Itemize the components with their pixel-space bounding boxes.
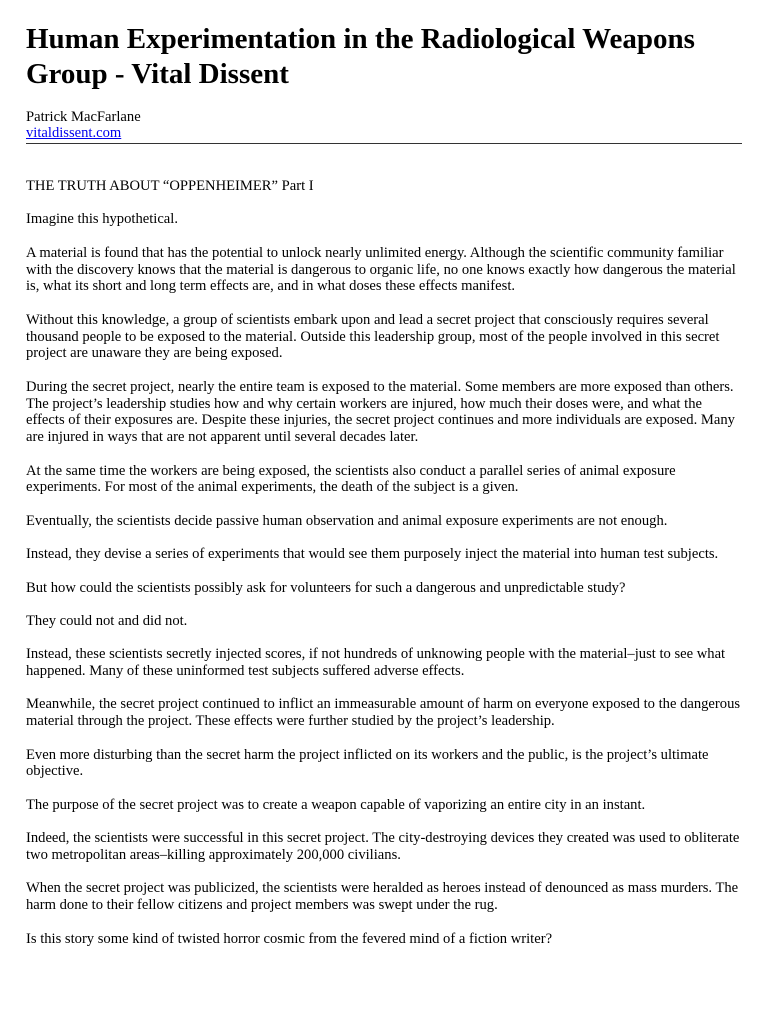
body-paragraph: Eventually, the scientists decide passive human observation and animal exposure experiments are not enough. xyxy=(26,512,668,529)
body-paragraph: But how could the scientists possibly ask for volunteers for such a dangerous and unpredictable study? xyxy=(26,579,626,596)
body-paragraph: Indeed, the scientists were successful in this secret project. The city-destroying devices they created was used to obliterate two metropolitan areas–killing approximately 200,000 civilians. xyxy=(26,830,740,864)
author-name: Patrick MacFarlane xyxy=(26,109,141,125)
body-paragraph: At the same time the workers are being exposed, the scientists also conduct a parallel series of animal exposure experiments. For most of the animal experiments, the death of the subject is a given. xyxy=(26,462,676,496)
body-paragraph: They could not and did not. xyxy=(26,612,188,629)
article-title: Human Experimentation in the Radiological Weapons Group - Vital Dissent xyxy=(26,23,695,90)
source-link[interactable]: vitaldissent.com xyxy=(26,125,122,141)
body-paragraph: The purpose of the secret project was to create a weapon capable of vaporizing an entire city in an instant. xyxy=(26,796,646,813)
source-line xyxy=(26,125,742,141)
header-divider xyxy=(26,143,742,144)
body-paragraph: Imagine this hypothetical. xyxy=(26,211,178,228)
body-paragraph: When the secret project was publicized, the scientists were heralded as heroes instead of denounced as mass murders. The harm done to their fellow citizens and project members was swept under the rug. xyxy=(26,880,739,914)
section-heading: THE TRUTH ABOUT “OPPENHEIMER” Part I xyxy=(26,178,314,194)
body-paragraph: Even more disturbing than the secret harm the project inflicted on its workers and the public, is the project’s ultimate objective. xyxy=(26,746,709,780)
body-paragraph: Instead, these scientists secretly injected scores, if not hundreds of unknowing people with the material–just to see what happened. Many of these uninformed test subjects suffered adverse effects. xyxy=(26,646,726,680)
article-meta xyxy=(26,109,742,141)
body-paragraph: A material is found that has the potential to unlock nearly unlimited energy. Although the scientific community familiar with the discovery knows that the material is dangerous to organic life, no one knows exactly how dangerous the material is, what its short and long term effects are, and in what doses these effects manifest. xyxy=(26,244,736,295)
article-body xyxy=(26,178,742,947)
body-paragraph: Instead, they devise a series of experiments that would see them purposely inject the material into human test subjects. xyxy=(26,546,719,563)
body-paragraph: During the secret project, nearly the entire team is exposed to the material. Some members are more exposed than others. The project’s leadership studies how and why certain workers are injured, how much their doses were, and what the effects of their exposures are. Despite these injuries, the secret project continues and more individuals are exposed. Many are injured in ways that are not apparent until several decades later. xyxy=(26,378,735,446)
body-paragraph: Meanwhile, the secret project continued to inflict an immeasurable amount of harm on everyone exposed to the dangerous material through the project. These effects were further studied by the project’s leadership. xyxy=(26,696,741,730)
body-paragraph: Without this knowledge, a group of scientists embark upon and lead a secret project that consciously requires several thousand people to be exposed to the material. Outside this leadership group, most of the people involved in this secret project are unaware they are being exposed. xyxy=(26,311,720,362)
body-paragraph: Is this story some kind of twisted horror cosmic from the fevered mind of a fiction writer? xyxy=(26,930,553,947)
